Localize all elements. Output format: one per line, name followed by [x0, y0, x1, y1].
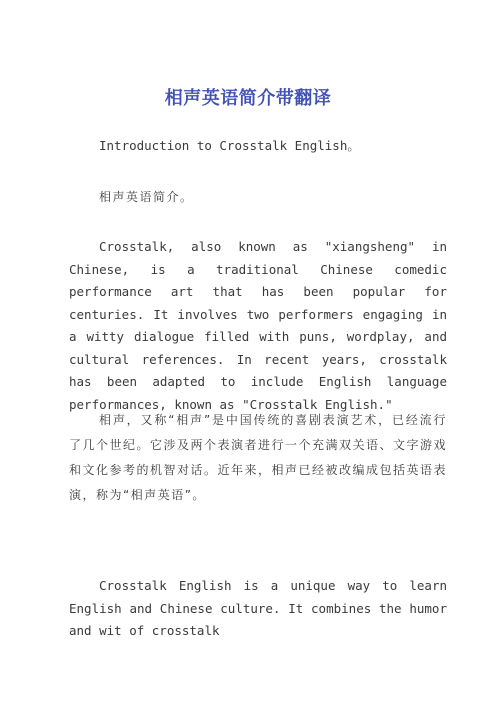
paragraph-learning-english: Crosstalk English is a unique way to learn English and Chinese culture. It combines the humor and wit of crosstalk [69, 578, 447, 638]
paragraph-crosstalk-chinese: 相声，又称“相声”是中国传统的喜剧表演艺术，已经流行了几个世纪。它涉及两个表演者进行一个充满双关语、文字游戏和文化参考的机智对话。近年来，相声已经被改编成包括英语表演，称为“相声英语”。 [69, 413, 448, 502]
paragraph-intro-english: Introduction to Crosstalk English。 [99, 138, 360, 153]
document-title: 相声英语简介带翻译 [164, 88, 332, 109]
paragraph-intro-chinese: 相声英语简介。 [99, 190, 194, 204]
paragraph-crosstalk-english: Crosstalk, also known as "xiangsheng" in Chinese, is a traditional Chinese comedic performance art that has been popular for centuries. It involves two performers engaging in a witty dialogue filled with puns, wordplay, and cultural references. In recent years, crosstalk has been adapted to include English language performances, known as "Crosstalk English." [69, 239, 447, 412]
